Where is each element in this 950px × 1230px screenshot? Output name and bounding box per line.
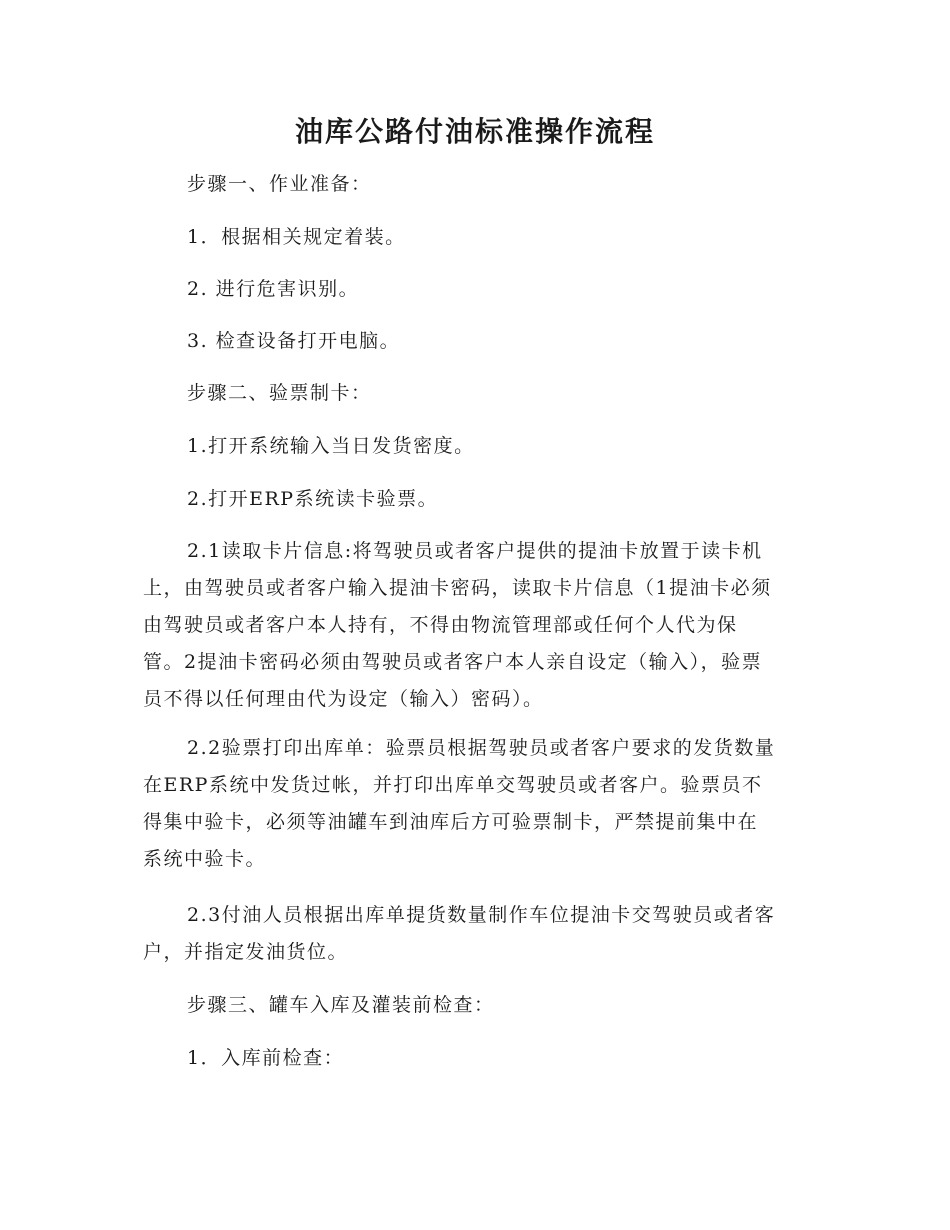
paragraph-line: 2.1读取卡片信息:将驾驶员或者客户提供的提油卡放置于读卡机 — [187, 540, 763, 562]
paragraph-line: 在ERP系统中发货过帐，并打印出库单交驾驶员或者客户。验票员不 — [143, 774, 763, 796]
step3-item-1: 1．入库前检查： — [187, 1047, 345, 1069]
step1-item-3: 3. 检查设备打开电脑。 — [187, 330, 401, 352]
step1-item-2: 2. 进行危害识别。 — [187, 278, 360, 300]
step2-heading: 步骤二、验票制卡： — [187, 382, 372, 404]
paragraph-line: 2.3付油人员根据出库单提货数量制作车位提油卡交驾驶员或者客 — [187, 904, 776, 926]
paragraph-line: 得集中验卡，必须等油罐车到油库后方可验票制卡，严禁提前集中在 — [143, 811, 759, 833]
paragraph-2-1 — [143, 533, 815, 718]
paragraph-line: 上，由驾驶员或者客户输入提油卡密码，读取卡片信息（1提油卡必须 — [143, 577, 772, 599]
document-title: 油库公路付油标准操作流程 — [294, 115, 655, 148]
paragraph-line: 户，并指定发油货位。 — [143, 941, 349, 963]
paragraph-line: 系统中验卡。 — [143, 848, 267, 870]
step1-heading: 步骤一、作业准备： — [187, 173, 372, 195]
paragraph-2-3 — [143, 897, 815, 971]
step3-heading: 步骤三、罐车入库及灌装前检查： — [187, 994, 495, 1016]
paragraph-2-2 — [143, 730, 815, 878]
step2-item-2: 2.打开ERP系统读卡验票。 — [187, 488, 439, 510]
step2-item-1: 1.打开系统输入当日发货密度。 — [187, 435, 475, 457]
paragraph-line: 管。2提油卡密码必须由驾驶员或者客户本人亲自设定（输入），验票 — [143, 651, 763, 673]
paragraph-line: 由驾驶员或者客户本人持有，不得由物流管理部或任何个人代为保 — [143, 614, 738, 636]
paragraph-line: 员不得以任何理由代为设定（输入）密码）。 — [143, 688, 544, 710]
step1-item-1: 1．根据相关规定着装。 — [187, 226, 406, 248]
paragraph-line: 2.2验票打印出库单：验票员根据驾驶员或者客户要求的发货数量 — [187, 737, 776, 759]
